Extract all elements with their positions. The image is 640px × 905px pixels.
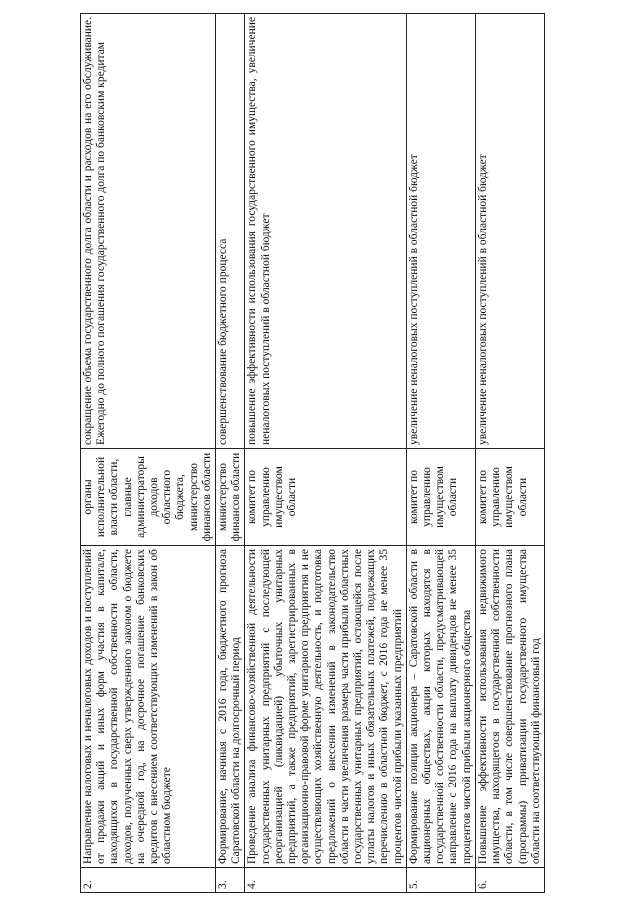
executor-text: комитет по управлению имуществом области <box>245 449 406 546</box>
measure-text: Формирование позиции акционера – Саратовской области в акционерных обществах, акции которых находятся в государственной собственности области, предусматривающей направление с 2016 года на выплату дивидендов не менее 35 процентов чистой прибыли акционерного общества <box>406 546 475 868</box>
measure-text: Направление налоговых и неналоговых доходов и поступлений от продажи акций и иных форм участия в капитале, находящихся в государственной собственности области, доходов, полученных сверх утвержденного законом о бюджете на очередной год, на досрочное погашение банковских кредитов с внесением соответствующих изменений в закон об областном бюджете <box>81 546 216 868</box>
result-text: совершенствование бюджетного процесса <box>216 14 245 449</box>
executor-text: органы исполнительной власти области, главные администраторы доходов областного бюджета, министерство финансов области <box>81 449 216 546</box>
row-number: 5. <box>406 868 475 893</box>
table-row <box>406 14 475 893</box>
table-row <box>245 14 406 893</box>
measure-text: Формирование, начиная с 2016 года, бюджетного прогноза Саратовской области на долгосрочный период <box>216 546 245 868</box>
measures-table <box>80 13 545 893</box>
table-row <box>216 14 245 893</box>
executor-text: министерство финансов области <box>216 449 245 546</box>
result-text: увеличение неналоговых поступлений в областной бюджет <box>406 14 475 449</box>
executor-text: комитет по управлению имуществом области <box>475 449 544 546</box>
result-text: сокращение объема государственного долга области и расходов на его обслуживание. Ежегодно до полного погашения государственного долга по банковским кредитам <box>81 14 216 449</box>
row-number: 6. <box>475 868 544 893</box>
row-number: 3. <box>216 868 245 893</box>
result-text: увеличение неналоговых поступлений в областной бюджет <box>475 14 544 449</box>
result-text: повышение эффективности использования государственного имущества, увеличение неналоговых поступлений в областной бюджет <box>245 14 406 449</box>
executor-text: комитет по управлению имуществом области <box>406 449 475 546</box>
row-number: 4. <box>245 868 406 893</box>
table-row <box>475 14 544 893</box>
measure-text: Повышение эффективности использования недвижимого имущества, находящегося в государственной собственности области, в том числе совершенствование прогнозного плана (программы) приватизации государственного имущества области на соответствующий финансовый год <box>475 546 544 868</box>
table-row <box>81 14 216 893</box>
measure-text: Проведение анализа финансово-хозяйственной деятельности государственных унитарных предприятий с последующей реорганизацией (ликвидацией) убыточных унитарных предприятий, а также предприятий, зарегистрированных в организационно-правовой форме унитарного предприятия и не осуществляющих хозяйственную деятельность, и подготовка предложений о внесении изменений в законодательство области в части увеличения размера части прибыли областных государственных унитарных предприятий, остающейся после уплаты налогов и иных обязательных платежей, подлежащих перечислению в областной бюджет, с 2016 года не менее 35 процентов чистой прибыли указанных предприятий <box>245 546 406 868</box>
row-number: 2. <box>81 868 216 893</box>
